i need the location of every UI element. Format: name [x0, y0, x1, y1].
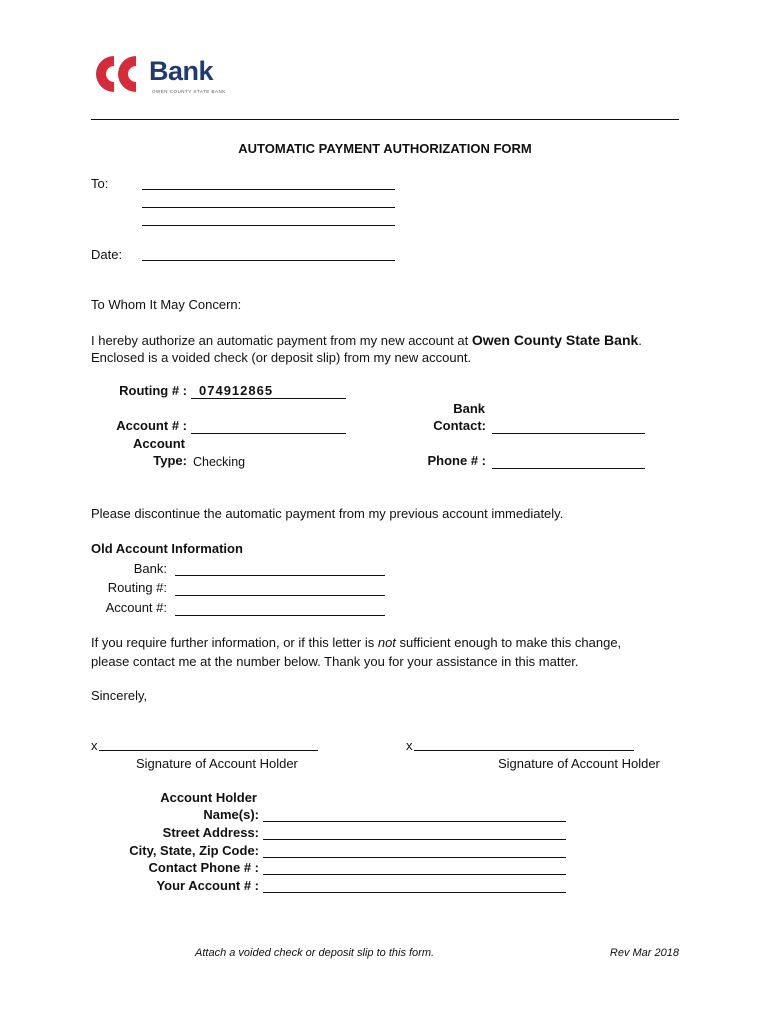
date-label: Date:	[91, 247, 123, 262]
signature-line-1[interactable]	[99, 750, 318, 751]
contact-phone-field-line[interactable]	[263, 874, 566, 875]
authorization-text-2: Enclosed is a voided check (or deposit slip) from my new account.	[91, 350, 472, 365]
auth-text-end: .	[638, 333, 642, 348]
further-info-start: If you require further information, or if this letter is	[91, 635, 378, 650]
account-type-value[interactable]: Checking	[193, 455, 246, 469]
account-number-field-line[interactable]	[191, 433, 346, 434]
bank-contact-field-line[interactable]	[492, 433, 645, 434]
to-field-line-3[interactable]	[142, 225, 395, 226]
logo-text: Bank	[149, 56, 214, 86]
signature-label-1: Signature of Account Holder	[136, 756, 298, 771]
your-account-label: Your Account # :	[156, 878, 259, 893]
date-field-line[interactable]	[142, 260, 395, 261]
closing: Sincerely,	[91, 688, 148, 703]
further-info-text	[91, 635, 621, 650]
old-routing-label: Routing #:	[107, 580, 167, 595]
header-divider	[91, 119, 679, 120]
bank-contact-label-2: Contact:	[433, 418, 486, 433]
holder-names-label-1: Account Holder	[160, 790, 257, 805]
phone-field-line[interactable]	[492, 468, 645, 469]
signature-line-2[interactable]	[414, 750, 634, 751]
street-address-label: Street Address:	[162, 825, 259, 840]
form-title: AUTOMATIC PAYMENT AUTHORIZATION FORM	[238, 141, 532, 156]
footer-revision: Rev Mar 2018	[609, 947, 679, 959]
bank-logo	[92, 52, 232, 98]
logo-subtitle: OWEN COUNTY STATE BANK	[152, 89, 226, 94]
discontinue-text: Please discontinue the automatic payment from my previous account immediately.	[91, 506, 564, 521]
further-info-not: not	[377, 635, 396, 650]
old-account-field-line[interactable]	[175, 615, 385, 616]
to-field-line-1[interactable]	[142, 189, 395, 190]
city-state-zip-field-line[interactable]	[263, 857, 566, 858]
routing-label: Routing # :	[119, 383, 187, 398]
bank-name: Owen County State Bank	[471, 332, 639, 348]
further-info-end: sufficient enough to make this change,	[395, 635, 622, 650]
signature-label-2: Signature of Account Holder	[498, 756, 660, 771]
account-type-label-1: Account	[133, 436, 185, 451]
holder-names-label-2: Name(s):	[203, 807, 259, 822]
your-account-field-line[interactable]	[263, 892, 566, 893]
phone-label: Phone # :	[427, 453, 486, 468]
occ-logo-icon	[92, 52, 156, 96]
street-address-field-line[interactable]	[263, 839, 566, 840]
city-state-zip-label: City, State, Zip Code:	[129, 843, 259, 858]
authorization-text	[91, 332, 642, 348]
old-bank-field-line[interactable]	[175, 575, 385, 576]
old-account-heading: Old Account Information	[91, 541, 243, 556]
old-routing-field-line[interactable]	[175, 595, 385, 596]
to-label: To:	[91, 176, 109, 191]
contact-phone-label: Contact Phone # :	[148, 860, 259, 875]
routing-field-line[interactable]	[191, 398, 346, 399]
further-info-text-2: please contact me at the number below. Thank you for your assistance in this matter.	[91, 654, 579, 669]
holder-names-field-line[interactable]	[263, 821, 566, 822]
old-bank-label: Bank:	[133, 561, 167, 576]
auth-text-start: I hereby authorize an automatic payment from my new account at	[91, 333, 472, 348]
bank-contact-label-1: Bank	[453, 401, 485, 416]
account-type-label-2: Type:	[153, 453, 187, 468]
salutation: To Whom It May Concern:	[91, 297, 242, 312]
routing-value: 074912865	[199, 383, 274, 398]
signature-x-2: x	[406, 738, 413, 753]
footer-note: Attach a voided check or deposit slip to this form.	[195, 947, 435, 959]
old-account-label: Account #:	[105, 600, 167, 615]
signature-x-1: x	[91, 738, 98, 753]
account-number-label: Account # :	[116, 418, 187, 433]
to-field-line-2[interactable]	[142, 207, 395, 208]
